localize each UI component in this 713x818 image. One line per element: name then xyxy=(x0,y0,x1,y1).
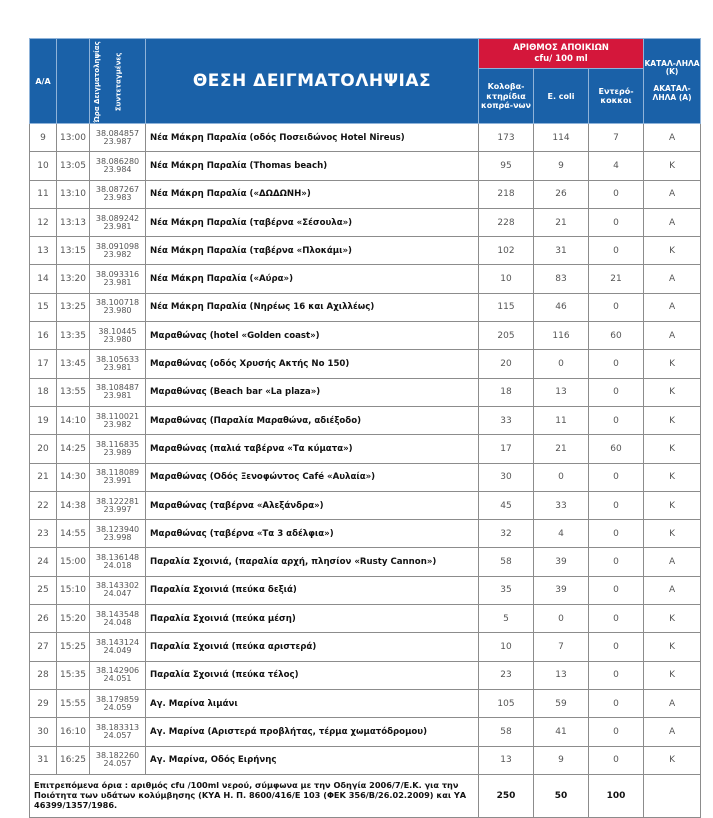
cell-enterococci: 0 xyxy=(589,237,644,265)
cell-enterococci: 0 xyxy=(589,633,644,661)
latitude: 38.118089 xyxy=(95,468,140,478)
cell-location: Μαραθώνας (hotel «Golden coast») xyxy=(146,322,479,350)
cell-location: Νέα Μάκρη Παραλία (Νηρέως 16 και Αχιλλέως) xyxy=(146,293,479,321)
cell-ecoli: 0 xyxy=(534,463,589,491)
cell-coordinates xyxy=(90,293,146,321)
header-aa: Α/Α xyxy=(30,39,57,124)
header-suitable: ΚΑΤΑΛ-ΛΗΛΑ (Κ) xyxy=(644,58,700,77)
cell-status: Κ xyxy=(644,237,701,265)
latitude: 38.143548 xyxy=(95,609,140,619)
cell-location: Νέα Μάκρη Παραλία (ταβέρνα «Σέσουλα») xyxy=(146,208,479,236)
header-enterococci: Εντερό-κοκκοι xyxy=(589,69,644,124)
cell-aa: 25 xyxy=(30,576,57,604)
cell-location: Νέα Μάκρη Παραλία (οδός Ποσειδώνος Hotel Nireus) xyxy=(146,124,479,152)
cell-ecoli: 33 xyxy=(534,491,589,519)
cell-time: 15:10 xyxy=(57,576,90,604)
longitude: 23.981 xyxy=(103,278,132,288)
cell-ecoli: 39 xyxy=(534,576,589,604)
cell-coordinates xyxy=(90,605,146,633)
longitude: 23.998 xyxy=(103,532,132,542)
latitude: 38.093316 xyxy=(95,270,140,280)
longitude: 23.981 xyxy=(103,363,132,373)
table-row xyxy=(30,293,701,321)
cell-location: Παραλία Σχοινιά (πεύκα μέση) xyxy=(146,605,479,633)
cell-time: 13:00 xyxy=(57,124,90,152)
cell-enterococci: 0 xyxy=(589,350,644,378)
table-row xyxy=(30,548,701,576)
cell-status: Α xyxy=(644,322,701,350)
cell-enterococci: 0 xyxy=(589,718,644,746)
cell-coordinates xyxy=(90,746,146,774)
latitude: 38.183313 xyxy=(95,722,140,732)
cell-time: 14:25 xyxy=(57,435,90,463)
cell-location: Μαραθώνας (ταβέρνα «Τα 3 αδέλφια») xyxy=(146,520,479,548)
cell-enterococci: 0 xyxy=(589,605,644,633)
cell-aa: 29 xyxy=(30,689,57,717)
longitude: 24.048 xyxy=(103,617,132,627)
cell-coliforms: 30 xyxy=(479,463,534,491)
cell-coliforms: 32 xyxy=(479,520,534,548)
cell-time: 16:25 xyxy=(57,746,90,774)
cell-ecoli: 13 xyxy=(534,661,589,689)
cell-time: 13:10 xyxy=(57,180,90,208)
cell-status: Α xyxy=(644,548,701,576)
header-coordinates: Συντεταγμένες xyxy=(90,39,146,124)
cell-coliforms: 95 xyxy=(479,152,534,180)
cell-coordinates xyxy=(90,633,146,661)
table-row xyxy=(30,520,701,548)
cell-time: 15:25 xyxy=(57,633,90,661)
sampling-results-table xyxy=(29,38,701,818)
cell-coliforms: 105 xyxy=(479,689,534,717)
cell-time: 13:15 xyxy=(57,237,90,265)
cell-coordinates xyxy=(90,520,146,548)
cell-ecoli: 13 xyxy=(534,378,589,406)
cell-ecoli: 114 xyxy=(534,124,589,152)
table-row xyxy=(30,463,701,491)
cell-enterococci: 7 xyxy=(589,124,644,152)
cell-coordinates xyxy=(90,689,146,717)
longitude: 24.051 xyxy=(103,674,132,684)
cell-coordinates xyxy=(90,406,146,434)
cell-location: Παραλία Σχοινιά (πεύκα τέλος) xyxy=(146,661,479,689)
longitude: 23.982 xyxy=(103,249,132,259)
cell-coliforms: 23 xyxy=(479,661,534,689)
cell-aa: 16 xyxy=(30,322,57,350)
cell-coliforms: 20 xyxy=(479,350,534,378)
cell-ecoli: 83 xyxy=(534,265,589,293)
table-row xyxy=(30,208,701,236)
cell-aa: 12 xyxy=(30,208,57,236)
header-unsuitable: ΑΚΑΤΑΛ-ΛΗΛΑ (Α) xyxy=(652,84,692,102)
cell-aa: 17 xyxy=(30,350,57,378)
longitude: 24.047 xyxy=(103,589,132,599)
cell-enterococci: 0 xyxy=(589,548,644,576)
cell-time: 13:55 xyxy=(57,378,90,406)
cell-status: Α xyxy=(644,208,701,236)
longitude: 24.018 xyxy=(103,561,132,571)
latitude: 38.105633 xyxy=(95,355,140,365)
table-row xyxy=(30,491,701,519)
cell-time: 15:55 xyxy=(57,689,90,717)
cell-ecoli: 4 xyxy=(534,520,589,548)
longitude: 24.049 xyxy=(103,645,132,655)
longitude: 23.983 xyxy=(103,193,132,203)
cell-time: 14:10 xyxy=(57,406,90,434)
table-row xyxy=(30,661,701,689)
latitude: 38.086280 xyxy=(95,156,140,166)
table-row xyxy=(30,152,701,180)
limit-coliforms: 250 xyxy=(479,774,534,817)
cell-time: 15:35 xyxy=(57,661,90,689)
cell-coliforms: 17 xyxy=(479,435,534,463)
longitude: 23.989 xyxy=(103,447,132,457)
table-row xyxy=(30,406,701,434)
longitude: 23.991 xyxy=(103,476,132,486)
latitude: 38.142906 xyxy=(95,666,140,676)
cell-location: Αγ. Μαρίνα, Οδός Ειρήνης xyxy=(146,746,479,774)
cell-ecoli: 41 xyxy=(534,718,589,746)
longitude: 23.987 xyxy=(103,136,132,146)
latitude: 38.084857 xyxy=(95,128,140,138)
cell-status: Κ xyxy=(644,605,701,633)
cell-status: Κ xyxy=(644,520,701,548)
cell-ecoli: 9 xyxy=(534,746,589,774)
cell-status: Α xyxy=(644,124,701,152)
cell-aa: 20 xyxy=(30,435,57,463)
table-row xyxy=(30,576,701,604)
cell-ecoli: 46 xyxy=(534,293,589,321)
cell-time: 13:13 xyxy=(57,208,90,236)
cell-coliforms: 5 xyxy=(479,605,534,633)
longitude: 23.981 xyxy=(103,391,132,401)
cell-status: Κ xyxy=(644,406,701,434)
table-row xyxy=(30,633,701,661)
cell-coliforms: 173 xyxy=(479,124,534,152)
longitude: 23.984 xyxy=(103,164,132,174)
latitude: 38.110021 xyxy=(95,411,140,421)
table-row xyxy=(30,605,701,633)
limits-row xyxy=(30,774,701,817)
limit-ecoli: 50 xyxy=(534,774,589,817)
cell-location: Μαραθώνας (ταβέρνα «Αλεξάνδρα») xyxy=(146,491,479,519)
cell-coliforms: 58 xyxy=(479,548,534,576)
cell-coordinates xyxy=(90,463,146,491)
cell-time: 16:10 xyxy=(57,718,90,746)
cell-enterococci: 0 xyxy=(589,293,644,321)
cell-status: Κ xyxy=(644,463,701,491)
cell-ecoli: 116 xyxy=(534,322,589,350)
cell-time: 13:20 xyxy=(57,265,90,293)
cell-location: Μαραθώνας (Beach bar «La plaza») xyxy=(146,378,479,406)
table-row xyxy=(30,265,701,293)
table-row xyxy=(30,378,701,406)
cell-location: Νέα Μάκρη Παραλία («Αύρα») xyxy=(146,265,479,293)
limit-status-empty xyxy=(644,774,701,817)
cell-enterococci: 0 xyxy=(589,463,644,491)
longitude: 23.982 xyxy=(103,419,132,429)
cell-aa: 24 xyxy=(30,548,57,576)
cell-coordinates xyxy=(90,350,146,378)
cell-coliforms: 18 xyxy=(479,378,534,406)
table-row xyxy=(30,180,701,208)
cell-coordinates xyxy=(90,152,146,180)
latitude: 38.143124 xyxy=(95,637,140,647)
header-suitability xyxy=(644,39,701,124)
header-sampling-location: ΘΕΣΗ ΔΕΙΓΜΑΤΟΛΗΨΙΑΣ xyxy=(146,39,479,124)
cell-enterococci: 21 xyxy=(589,265,644,293)
latitude: 38.182260 xyxy=(95,751,140,761)
cell-ecoli: 0 xyxy=(534,605,589,633)
cell-time: 13:45 xyxy=(57,350,90,378)
latitude: 38.091098 xyxy=(95,241,140,251)
cell-location: Μαραθώνας (οδός Χρυσής Ακτής Νο 150) xyxy=(146,350,479,378)
cell-aa: 15 xyxy=(30,293,57,321)
cell-enterococci: 4 xyxy=(589,152,644,180)
cell-coordinates xyxy=(90,661,146,689)
cell-coordinates xyxy=(90,265,146,293)
cell-coliforms: 10 xyxy=(479,265,534,293)
cell-coordinates xyxy=(90,237,146,265)
cell-aa: 10 xyxy=(30,152,57,180)
cell-status: Α xyxy=(644,689,701,717)
cell-location: Αγ. Μαρίνα (Αριστερά προβλήτας, τέρμα χωματόδρομου) xyxy=(146,718,479,746)
cell-status: Κ xyxy=(644,350,701,378)
latitude: 38.089242 xyxy=(95,213,140,223)
cell-enterococci: 0 xyxy=(589,746,644,774)
cell-coliforms: 228 xyxy=(479,208,534,236)
limit-enterococci: 100 xyxy=(589,774,644,817)
cell-time: 14:55 xyxy=(57,520,90,548)
cell-location: Παραλία Σχοινιά (πεύκα δεξιά) xyxy=(146,576,479,604)
cell-status: Κ xyxy=(644,746,701,774)
longitude: 24.057 xyxy=(103,759,132,769)
cell-enterococci: 0 xyxy=(589,406,644,434)
latitude: 38.136148 xyxy=(95,553,140,563)
table-row xyxy=(30,322,701,350)
header-sampling-time: Ώρα Δειγματοληψίας xyxy=(57,39,90,124)
limits-note: Επιτρεπόμενα όρια : αριθμός cfu /100ml νερού, σύμφωνα με την Οδηγία 2006/7/Ε.Κ. για την Ποιότητα των υδάτων κολύμβησης (ΚΥΑ Η. Π. 8600/416/Ε 103 (ΦΕΚ 356/Β/26.02.2009) και ΥΑ 46399/1357/1986. xyxy=(30,774,479,817)
cell-location: Παραλία Σχοινιά, (παραλία αρχή, πλησίον «Rusty Cannon») xyxy=(146,548,479,576)
cell-ecoli: 39 xyxy=(534,548,589,576)
table-row xyxy=(30,124,701,152)
cell-aa: 31 xyxy=(30,746,57,774)
table-row xyxy=(30,746,701,774)
table-row xyxy=(30,435,701,463)
cell-time: 14:30 xyxy=(57,463,90,491)
cell-aa: 26 xyxy=(30,605,57,633)
latitude: 38.143302 xyxy=(95,581,140,591)
cell-coordinates xyxy=(90,124,146,152)
table-row xyxy=(30,689,701,717)
cell-coordinates xyxy=(90,491,146,519)
cell-enterococci: 0 xyxy=(589,208,644,236)
cell-status: Α xyxy=(644,576,701,604)
cell-location: Αγ. Μαρίνα λιμάνι xyxy=(146,689,479,717)
longitude: 24.059 xyxy=(103,702,132,712)
cell-status: Α xyxy=(644,293,701,321)
cell-time: 15:00 xyxy=(57,548,90,576)
cell-coordinates xyxy=(90,378,146,406)
cell-ecoli: 9 xyxy=(534,152,589,180)
cell-aa: 14 xyxy=(30,265,57,293)
cell-location: Μαραθώνας (Οδός Ξενοφώντος Café «Αυλαία») xyxy=(146,463,479,491)
cell-status: Κ xyxy=(644,491,701,519)
latitude: 38.108487 xyxy=(95,383,140,393)
latitude: 38.100718 xyxy=(95,298,140,308)
cell-aa: 21 xyxy=(30,463,57,491)
cell-status: Α xyxy=(644,180,701,208)
table-row xyxy=(30,350,701,378)
cell-aa: 22 xyxy=(30,491,57,519)
cell-coordinates xyxy=(90,576,146,604)
cell-coliforms: 10 xyxy=(479,633,534,661)
cell-ecoli: 59 xyxy=(534,689,589,717)
cell-coordinates xyxy=(90,435,146,463)
header-colony-count-group: ΑΡΙΘΜΟΣ ΑΠΟΙΚΙΩΝ cfu/ 100 ml xyxy=(479,39,644,69)
cell-aa: 11 xyxy=(30,180,57,208)
cell-status: Κ xyxy=(644,152,701,180)
cell-enterococci: 0 xyxy=(589,180,644,208)
cell-status: Α xyxy=(644,718,701,746)
cell-coliforms: 205 xyxy=(479,322,534,350)
cell-ecoli: 21 xyxy=(534,208,589,236)
cell-aa: 30 xyxy=(30,718,57,746)
cell-coliforms: 35 xyxy=(479,576,534,604)
longitude: 23.980 xyxy=(103,306,132,316)
cell-location: Μαραθώνας (παλιά ταβέρνα «Τα κύματα») xyxy=(146,435,479,463)
cell-coliforms: 218 xyxy=(479,180,534,208)
cell-aa: 9 xyxy=(30,124,57,152)
cell-coordinates xyxy=(90,180,146,208)
cell-coliforms: 33 xyxy=(479,406,534,434)
cell-ecoli: 31 xyxy=(534,237,589,265)
table-row xyxy=(30,718,701,746)
cell-enterococci: 0 xyxy=(589,661,644,689)
latitude: 38.123940 xyxy=(95,524,140,534)
cell-coliforms: 45 xyxy=(479,491,534,519)
header-ecoli: E. coli xyxy=(534,69,589,124)
table-body xyxy=(30,124,701,775)
cell-time: 13:35 xyxy=(57,322,90,350)
cell-coordinates xyxy=(90,718,146,746)
cell-aa: 19 xyxy=(30,406,57,434)
cell-ecoli: 26 xyxy=(534,180,589,208)
cell-location: Μαραθώνας (Παραλία Μαραθώνα, αδιέξοδο) xyxy=(146,406,479,434)
cell-time: 13:05 xyxy=(57,152,90,180)
cell-enterococci: 0 xyxy=(589,491,644,519)
cell-ecoli: 21 xyxy=(534,435,589,463)
cell-aa: 18 xyxy=(30,378,57,406)
cell-status: Α xyxy=(644,265,701,293)
cell-aa: 23 xyxy=(30,520,57,548)
cell-time: 13:25 xyxy=(57,293,90,321)
latitude: 38.122281 xyxy=(95,496,140,506)
cell-coliforms: 58 xyxy=(479,718,534,746)
cell-time: 15:20 xyxy=(57,605,90,633)
cell-enterococci: 0 xyxy=(589,520,644,548)
cell-status: Κ xyxy=(644,435,701,463)
cell-coordinates xyxy=(90,548,146,576)
cell-time: 14:38 xyxy=(57,491,90,519)
table-row xyxy=(30,237,701,265)
longitude: 23.997 xyxy=(103,504,132,514)
cell-enterococci: 0 xyxy=(589,689,644,717)
cell-coordinates xyxy=(90,322,146,350)
cell-ecoli: 7 xyxy=(534,633,589,661)
cell-coliforms: 13 xyxy=(479,746,534,774)
cell-location: Νέα Μάκρη Παραλία (ταβέρνα «Πλοκάμι») xyxy=(146,237,479,265)
cell-coordinates xyxy=(90,208,146,236)
cell-aa: 28 xyxy=(30,661,57,689)
cell-location: Παραλία Σχοινιά (πεύκα αριστερά) xyxy=(146,633,479,661)
latitude: 38.179859 xyxy=(95,694,140,704)
cell-aa: 27 xyxy=(30,633,57,661)
longitude: 23.980 xyxy=(103,334,132,344)
cell-enterococci: 0 xyxy=(589,576,644,604)
cell-enterococci: 0 xyxy=(589,378,644,406)
latitude: 38.116835 xyxy=(95,439,140,449)
cell-status: Κ xyxy=(644,633,701,661)
longitude: 24.057 xyxy=(103,730,132,740)
cell-location: Νέα Μάκρη Παραλία (Thomas beach) xyxy=(146,152,479,180)
cell-status: Κ xyxy=(644,378,701,406)
header-coliforms: Κολοβα-κτηρίδια κοπρά-νων xyxy=(479,69,534,124)
cell-enterococci: 60 xyxy=(589,435,644,463)
cell-location: Νέα Μάκρη Παραλία («ΔΩΔΩΝΗ») xyxy=(146,180,479,208)
cell-aa: 13 xyxy=(30,237,57,265)
cell-status: Κ xyxy=(644,661,701,689)
cell-coliforms: 102 xyxy=(479,237,534,265)
cell-coliforms: 115 xyxy=(479,293,534,321)
latitude: 38.10445 xyxy=(98,326,137,336)
cell-enterococci: 60 xyxy=(589,322,644,350)
cell-ecoli: 11 xyxy=(534,406,589,434)
longitude: 23.981 xyxy=(103,221,132,231)
latitude: 38.087267 xyxy=(95,185,140,195)
cell-ecoli: 0 xyxy=(534,350,589,378)
